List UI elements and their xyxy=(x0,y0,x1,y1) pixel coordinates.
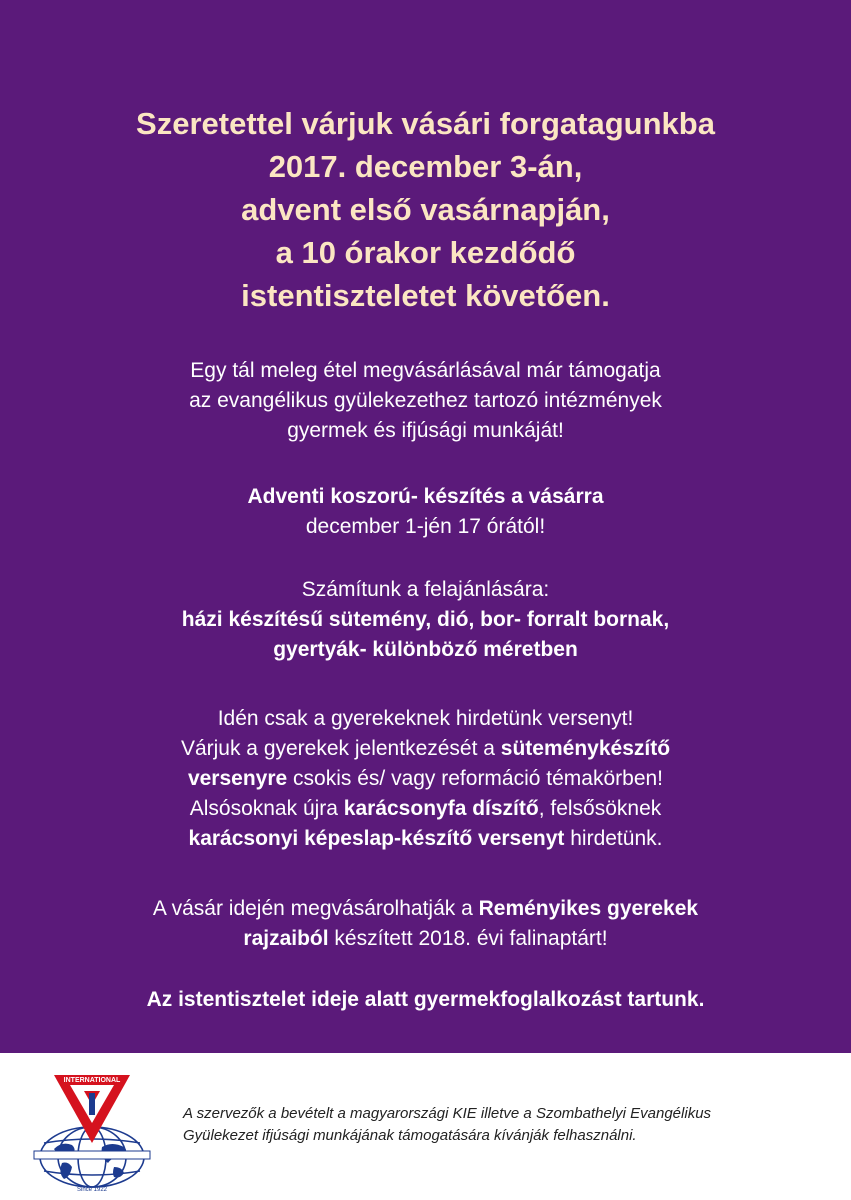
calendar-text: A vásár idején megvásárolhatják a xyxy=(152,897,479,920)
support-line: az evangélikus gyülekezethez tartozó intézmények xyxy=(189,389,662,412)
logo-label: INTERNATIONAL xyxy=(63,1077,121,1084)
headline-line: istentiszteletet követően. xyxy=(241,278,610,313)
headline-line: 2017. december 3-án, xyxy=(268,149,583,184)
contest-text: hirdetünk. xyxy=(564,827,663,850)
contest-highlight: versenyre xyxy=(187,767,288,790)
calendar-paragraph xyxy=(40,894,811,954)
calendar-line xyxy=(40,894,811,924)
contest-text: Alsósoknak újra xyxy=(189,797,344,820)
footer-line: Gyülekezet ifjúsági munkájának támogatására kívánják felhasználni. xyxy=(183,1127,637,1144)
offer-line: házi készítésű sütemény, dió, bor- forralt bornak, xyxy=(181,608,670,631)
contest-line xyxy=(40,794,811,824)
contest-text: csokis és/ vagy reformáció témakörben! xyxy=(287,767,664,790)
childcare-note xyxy=(40,985,811,1015)
headline-line: a 10 órakor kezdődő xyxy=(275,235,576,270)
wreath-time: december 1-jén 17 órától! xyxy=(305,515,546,538)
wreath-paragraph xyxy=(40,482,811,542)
contest-highlight: karácsonyfa díszítő xyxy=(343,797,539,820)
headline-line: Szeretettel várjuk vásári forgatagunkba xyxy=(136,106,715,141)
calendar-text: készített 2018. évi falinaptárt! xyxy=(328,927,608,950)
headline-line: advent első vasárnapján, xyxy=(241,192,610,227)
contest-highlight: süteménykészítő xyxy=(500,737,671,760)
calendar-line xyxy=(40,924,811,954)
calendar-highlight: rajzaiból xyxy=(243,927,329,950)
support-paragraph xyxy=(40,356,811,446)
contest-line xyxy=(40,764,811,794)
childcare-line: Az istentisztelet ideje alatt gyermekfoglalkozást tartunk. xyxy=(146,988,705,1011)
wreath-title: Adventi koszorú- készítés a vásárra xyxy=(247,485,604,508)
footer-note xyxy=(183,1103,833,1147)
offer-intro: Számítunk a felajánlására: xyxy=(301,578,550,601)
offer-paragraph xyxy=(40,575,811,665)
contest-line: Idén csak a gyerekeknek hirdetünk versenyt! xyxy=(217,707,634,730)
contest-highlight: karácsonyi képeslap-készítő versenyt xyxy=(188,827,565,850)
offer-line: gyertyák- különböző méretben xyxy=(273,638,578,661)
logo-since: Since 1922 xyxy=(76,1187,108,1193)
contest-line xyxy=(40,824,811,854)
footer xyxy=(0,1053,851,1200)
ymca-logo-icon xyxy=(32,1065,152,1195)
contest-text: Várjuk a gyerekek jelentkezését a xyxy=(180,737,501,760)
footer-line: A szervezők a bevételt a magyarországi KIE illetve a Szombathelyi Evangélikus xyxy=(183,1105,712,1122)
headline xyxy=(0,102,851,317)
contest-paragraph xyxy=(40,704,811,854)
contest-text: , felsősöknek xyxy=(538,797,662,820)
support-line: gyermek és ifjúsági munkáját! xyxy=(287,419,564,442)
contest-line xyxy=(40,734,811,764)
support-line: Egy tál meleg étel megvásárlásával már támogatja xyxy=(190,359,661,382)
calendar-highlight: Reményikes gyerekek xyxy=(478,897,699,920)
